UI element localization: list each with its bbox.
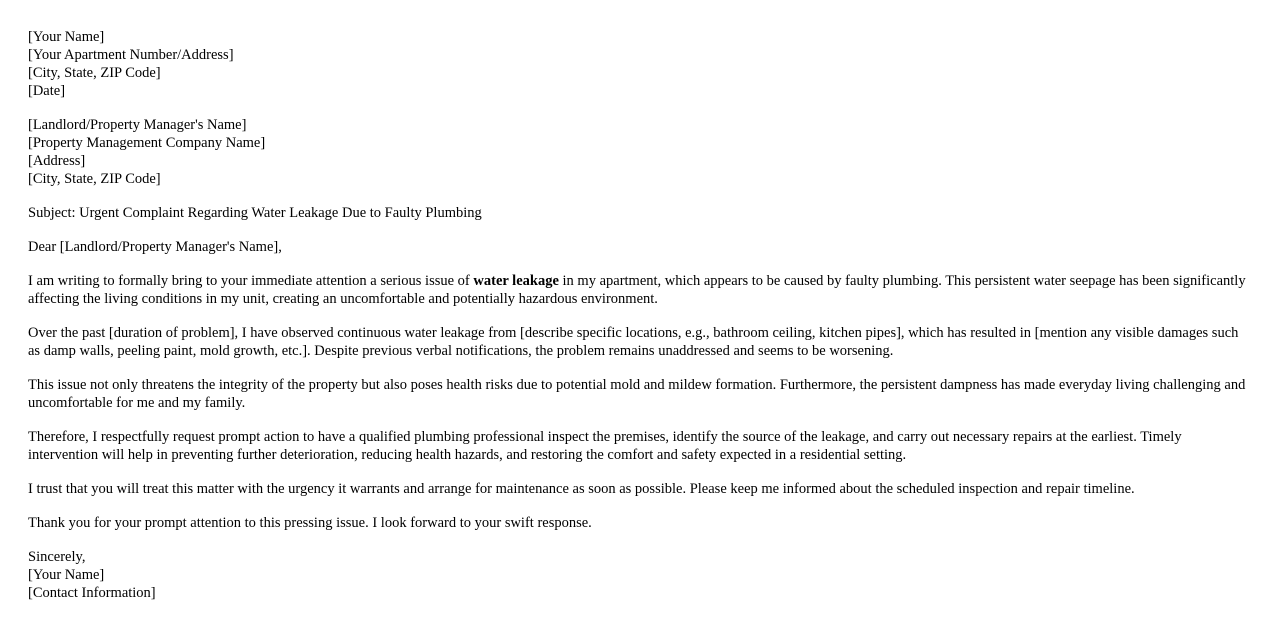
sender-block xyxy=(28,28,1253,100)
paragraph-1-bold-text: water leakage xyxy=(473,273,559,289)
recipient-name: [Landlord/Property Manager's Name] xyxy=(28,117,247,133)
paragraph-1-text-before: I am writing to formally bring to your immediate attention a serious issue of xyxy=(28,273,474,289)
sender-city: [City, State, ZIP Code] xyxy=(28,65,161,81)
paragraph-4: Therefore, I respectfully request prompt action to have a qualified plumbing professional inspect the premises, identify the source of the leakage, and carry out necessary repairs at the earliest. Timely intervention will help in preventing further deterioration, reducing health hazards, and restoring the comfort and safety expected in a residential setting. xyxy=(28,429,1182,463)
salutation: Dear [Landlord/Property Manager's Name], xyxy=(28,239,282,255)
paragraph-2: Over the past [duration of problem], I have observed continuous water leakage from [describe specific locations, e.g., bathroom ceiling, kitchen pipes], which has resulted in [mention any visible damages such as damp walls, peeling paint, mold growth, etc.]. Despite previous verbal notifications, the problem remains unaddressed and seems to be worsening. xyxy=(28,325,1239,359)
recipient-address: [Address] xyxy=(28,153,86,169)
paragraph-5: I trust that you will treat this matter with the urgency it warrants and arrange for maintenance as soon as possible. Please keep me informed about the scheduled inspection and repair timeline. xyxy=(28,481,1135,497)
recipient-block xyxy=(28,116,1253,188)
recipient-city: [City, State, ZIP Code] xyxy=(28,171,161,187)
sender-address: [Your Apartment Number/Address] xyxy=(28,47,234,63)
sender-date: [Date] xyxy=(28,83,66,99)
paragraph-1-text-after: in my apartment, which appears to be caused by faulty plumbing. This persistent water seepage has been significantly affecting the living conditions in my unit, creating an uncomfortable and potentially hazardous environment. xyxy=(28,273,1246,307)
paragraph-3: This issue not only threatens the integrity of the property but also poses health risks due to potential mold and mildew formation. Furthermore, the persistent dampness has made everyday living challenging and uncomfortable for me and my family. xyxy=(28,377,1246,411)
closing-signoff: Sincerely, xyxy=(28,549,86,565)
closing-block xyxy=(28,548,1253,602)
closing-contact: [Contact Information] xyxy=(28,585,156,601)
paragraph-1 xyxy=(28,272,1253,308)
sender-name: [Your Name] xyxy=(28,29,105,45)
letter xyxy=(28,28,1253,618)
paragraph-6: Thank you for your prompt attention to this pressing issue. I look forward to your swift response. xyxy=(28,515,592,531)
recipient-company: [Property Management Company Name] xyxy=(28,135,266,151)
closing-name: [Your Name] xyxy=(28,567,105,583)
subject-line: Subject: Urgent Complaint Regarding Water Leakage Due to Faulty Plumbing xyxy=(28,205,482,221)
